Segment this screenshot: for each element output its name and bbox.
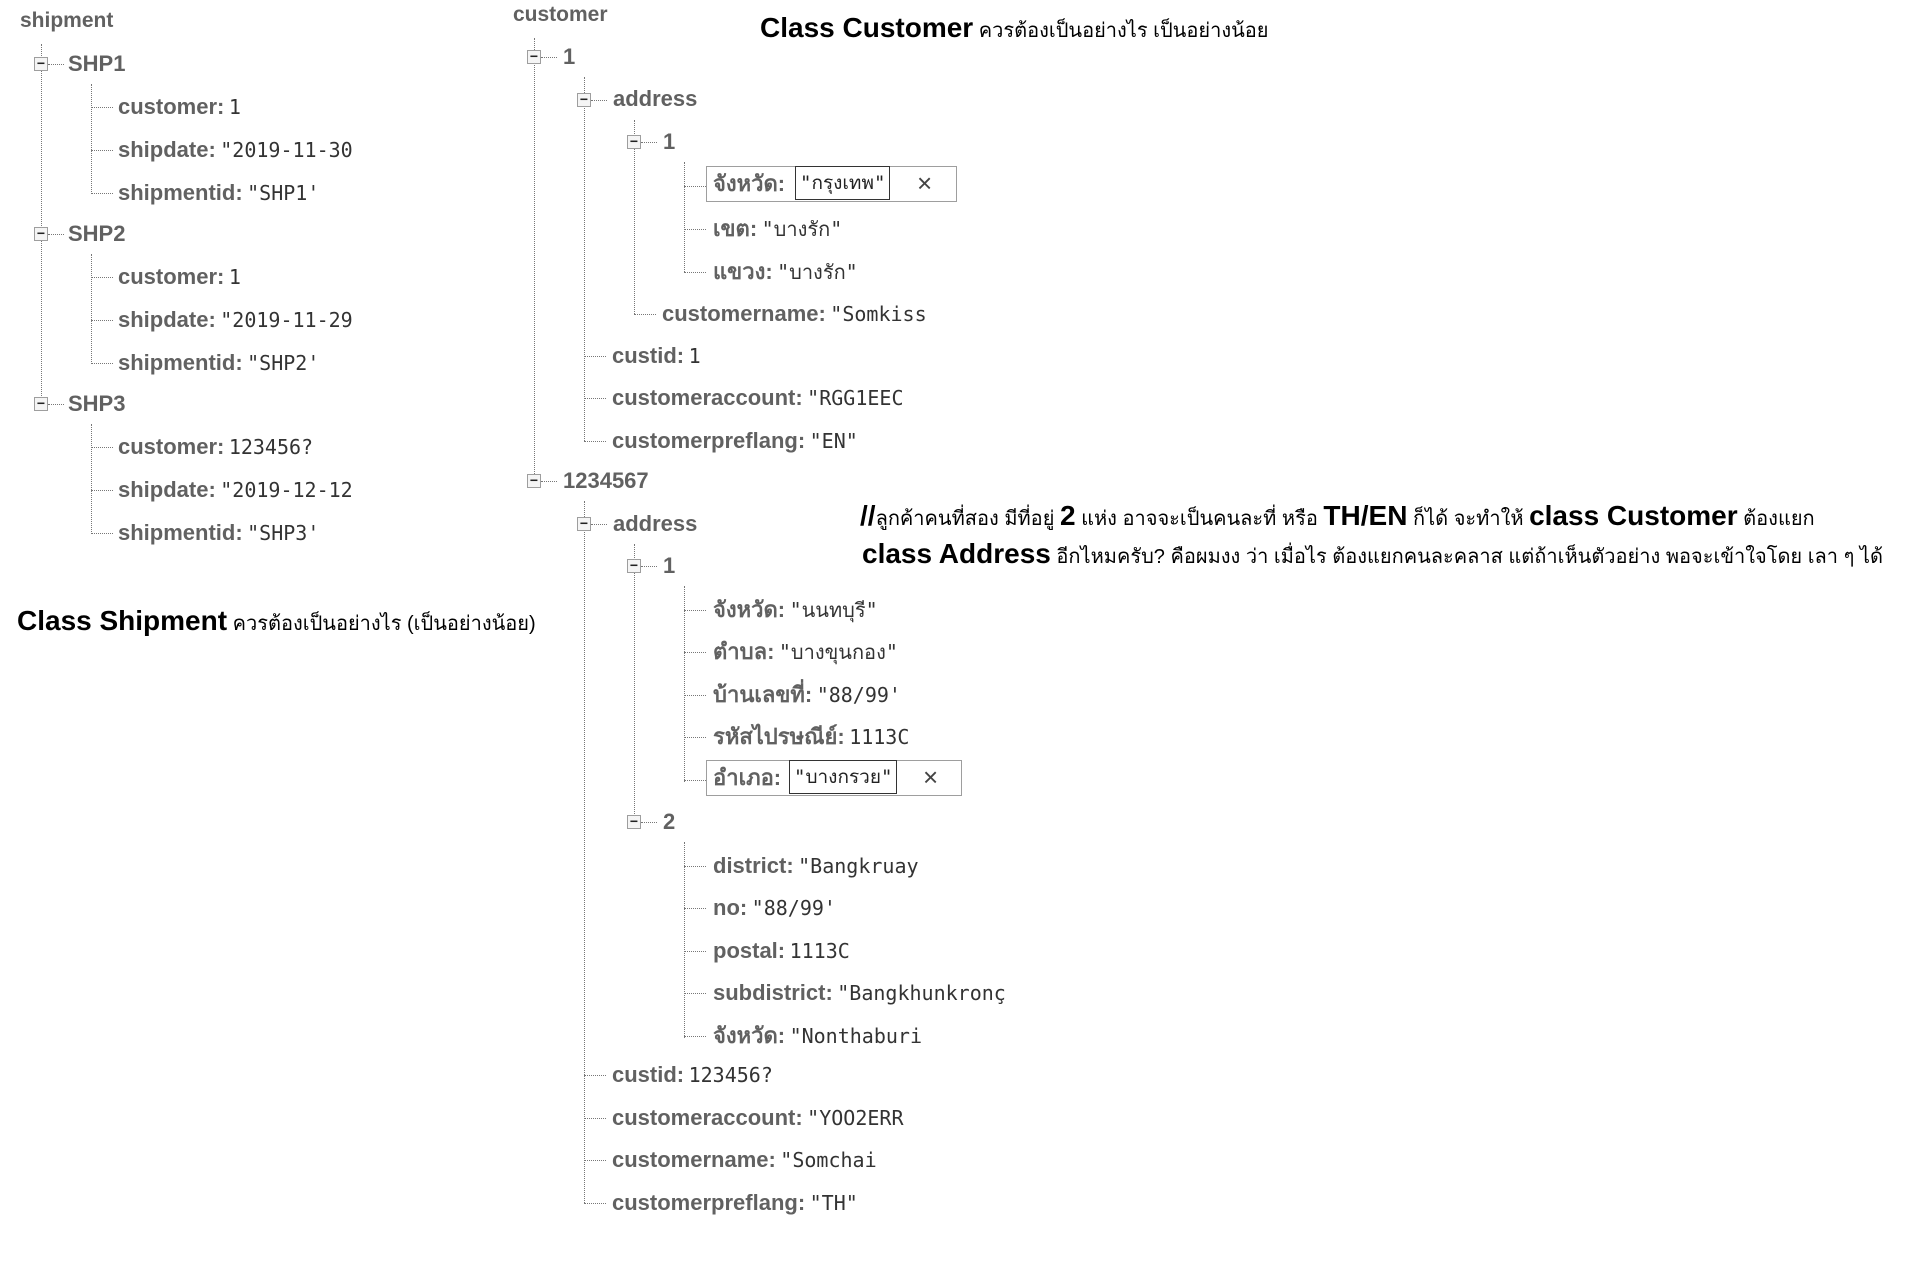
tree-connector (684, 780, 706, 781)
field-row[interactable] (713, 595, 878, 625)
tree-connector (91, 363, 113, 364)
field-row[interactable] (118, 475, 353, 505)
field-key: จังหวัด: (713, 171, 786, 196)
tree-connector (584, 501, 585, 1203)
field-key: shipdate: (118, 307, 216, 332)
field-row[interactable] (713, 1021, 922, 1051)
field-key: subdistrict: (713, 980, 833, 1005)
tree-connector (684, 908, 706, 909)
field-value: "EN" (809, 429, 858, 453)
field-key: เขต: (713, 216, 758, 241)
tree-connector (591, 524, 607, 525)
address-item-1[interactable]: 1 (663, 129, 676, 154)
tree-connector (91, 490, 113, 491)
value-edit-input[interactable]: "บางกรวย" (789, 760, 897, 794)
tree-connector (684, 1036, 706, 1037)
field-value: "TH" (809, 1191, 858, 1215)
field-value: "88/99' (751, 896, 836, 920)
collapse-toggle-icon[interactable]: − (577, 93, 591, 107)
field-key: customername: (662, 301, 826, 326)
customer-node-1[interactable]: 1 (563, 44, 576, 69)
tree-connector (48, 64, 64, 65)
field-key: บ้านเลขที่: (713, 682, 813, 707)
field-key: district: (713, 853, 794, 878)
tree-connector (684, 842, 685, 1038)
tree-connector (91, 107, 113, 108)
tree-connector (684, 695, 706, 696)
field-key: customeraccount: (612, 385, 803, 410)
field-value: "SHP2' (247, 351, 320, 375)
close-icon[interactable]: × (917, 168, 933, 198)
tree-connector (684, 162, 685, 272)
shipment-node-shp3[interactable]: SHP3 (68, 391, 126, 416)
field-row[interactable] (713, 978, 1006, 1008)
collapse-toggle-icon[interactable]: − (627, 559, 641, 573)
field-row[interactable] (713, 257, 858, 287)
field-value: "บางรัก" (761, 217, 843, 241)
collapse-toggle-icon[interactable]: − (34, 397, 48, 411)
field-value: "YOO2ERR (807, 1106, 904, 1130)
field-row[interactable] (118, 178, 319, 208)
customer-root-label[interactable]: customer (513, 3, 608, 26)
tree-connector (91, 150, 113, 151)
tree-connector (584, 356, 606, 357)
field-key: customer: (118, 434, 225, 459)
tree-connector (48, 234, 64, 235)
tree-connector (641, 566, 657, 567)
tree-connector (634, 120, 635, 314)
field-row[interactable] (612, 426, 858, 456)
note-text: แห่ง อาจจะเป็นคนละที่ หรือ (1075, 508, 1324, 530)
field-key: แขวง: (713, 259, 773, 284)
tree-connector (684, 866, 706, 867)
tree-connector (641, 822, 657, 823)
tree-connector (584, 77, 585, 441)
field-row[interactable] (612, 341, 701, 371)
tree-connector (91, 447, 113, 448)
tree-connector (584, 1203, 606, 1204)
note-text: อีกไหมครับ? คือผมงง ว่า เมื่อไร ต้องแยกคนละคลาส แต่ถ้าเห็นตัวอย่าง พอจะเข้าใจโดย เลา ๆ ได้ (1050, 546, 1883, 568)
field-value: "88/99' (816, 683, 901, 707)
field-row[interactable] (118, 432, 313, 462)
customer-class-note (760, 12, 1268, 46)
tree-connector (684, 993, 706, 994)
note-emphasis: class Address (862, 538, 1051, 569)
field-value: "Bangkruay (798, 854, 919, 878)
field-key: no: (713, 895, 748, 920)
shipment-root-label[interactable]: shipment (20, 9, 114, 32)
address-item-1[interactable]: 1 (663, 553, 676, 578)
tree-connector (584, 441, 606, 442)
field-value: "RGG1EEC (807, 386, 904, 410)
field-value: 1 (228, 95, 241, 119)
tree-connector (684, 229, 706, 230)
collapse-toggle-icon[interactable]: − (34, 57, 48, 71)
tree-connector (634, 544, 635, 822)
field-row[interactable] (118, 305, 353, 335)
field-key: customer: (118, 94, 225, 119)
shipment-node-shp2[interactable]: SHP2 (68, 221, 126, 246)
field-row[interactable] (713, 214, 842, 244)
field-row[interactable] (612, 1103, 904, 1133)
tree-connector (91, 254, 92, 364)
field-key: shipdate: (118, 477, 216, 502)
field-key: จังหวัด: (713, 597, 786, 622)
collapse-toggle-icon[interactable]: − (627, 135, 641, 149)
field-key: shipmentid: (118, 520, 243, 545)
field-row[interactable] (713, 722, 909, 752)
tree-connector (584, 398, 606, 399)
inline-edit-row[interactable] (706, 166, 957, 202)
field-key: จังหวัด: (713, 1023, 786, 1048)
field-key: customeraccount: (612, 1105, 803, 1130)
tree-connector (641, 142, 657, 143)
shipment-class-note (17, 605, 536, 639)
question-note-line-2 (862, 538, 1883, 572)
collapse-toggle-icon[interactable]: − (627, 815, 641, 829)
field-row[interactable] (118, 518, 319, 548)
tree-connector (684, 610, 706, 611)
tree-connector (684, 951, 706, 952)
field-row[interactable] (612, 1188, 858, 1218)
field-row[interactable] (713, 637, 898, 667)
field-row[interactable] (713, 680, 901, 710)
tree-connector (541, 481, 557, 482)
tree-connector (541, 57, 557, 58)
tree-connector (684, 737, 706, 738)
note-text: ควรต้องเป็นอย่างไร เป็นอย่างน้อย (973, 20, 1269, 42)
tree-connector (91, 277, 113, 278)
field-row[interactable] (713, 936, 850, 966)
collapse-toggle-icon[interactable]: − (34, 227, 48, 241)
customer-node-1234567[interactable]: 1234567 (563, 468, 649, 493)
field-value: "นนทบุรี" (789, 598, 878, 622)
field-key: ตำบล: (713, 639, 775, 664)
tree-connector (91, 193, 113, 194)
note-text: ก็ได้ จะทำให้ (1407, 508, 1530, 530)
note-text: ต้องแยก (1737, 508, 1815, 530)
tree-connector (591, 100, 607, 101)
tree-connector (534, 38, 535, 480)
tree-connector (48, 404, 64, 405)
field-value: "บางรัก" (777, 260, 858, 284)
tree-connector (91, 84, 92, 194)
field-row[interactable] (118, 135, 353, 165)
note-text: ควรต้องเป็นอย่างไร (เป็นอย่างน้อย) (227, 613, 536, 635)
field-row[interactable] (713, 893, 836, 923)
field-row[interactable] (118, 348, 319, 378)
tree-connector (91, 320, 113, 321)
field-row[interactable] (118, 92, 241, 122)
field-value: "Somchai (780, 1148, 877, 1172)
field-key: customerpreflang: (612, 428, 806, 453)
field-key: postal: (713, 938, 786, 963)
field-key: customer: (118, 264, 225, 289)
field-key: shipmentid: (118, 350, 243, 375)
collapse-toggle-icon[interactable]: − (527, 474, 541, 488)
field-row[interactable] (662, 299, 927, 329)
tree-connector (584, 1160, 606, 1161)
field-value: 1 (228, 265, 241, 289)
field-value: "Nonthaburi (789, 1024, 923, 1048)
field-value: 123456? (688, 1063, 773, 1087)
field-row[interactable] (118, 262, 241, 292)
note-emphasis: // (860, 500, 876, 531)
field-row[interactable] (612, 1145, 877, 1175)
field-row[interactable] (612, 1060, 773, 1090)
field-value: "2019-11-30 (220, 138, 353, 162)
field-key: customername: (612, 1147, 776, 1172)
note-emphasis: 2 (1059, 500, 1076, 531)
shipment-node-shp1[interactable]: SHP1 (68, 51, 126, 76)
note-emphasis: Class Shipment (17, 605, 228, 636)
collapse-toggle-icon[interactable]: − (577, 517, 591, 531)
note-emphasis: Class Customer (760, 12, 974, 43)
field-key: อำเภอ: (713, 765, 782, 790)
tree-connector (584, 1118, 606, 1119)
question-note-line-1 (860, 500, 1815, 534)
collapse-toggle-icon[interactable]: − (527, 50, 541, 64)
field-value: "Somkiss (830, 302, 927, 326)
close-icon[interactable]: × (923, 762, 939, 792)
address-node[interactable]: address (613, 86, 698, 111)
field-key: shipdate: (118, 137, 216, 162)
field-value: "Bangkhunkronç (837, 981, 1006, 1005)
field-key: รหัสไปรษณีย์: (713, 724, 845, 749)
field-value: 123456? (228, 435, 314, 459)
field-key: customerpreflang: (612, 1190, 806, 1215)
address-node[interactable]: address (613, 511, 698, 536)
field-value: "2019-12-12 (220, 478, 353, 502)
note-emphasis: class Customer (1529, 500, 1738, 531)
tree-connector (584, 1075, 606, 1076)
field-key: custid: (612, 343, 685, 368)
field-value: 1113C (789, 939, 850, 963)
value-edit-input[interactable]: "กรุงเทพ" (795, 166, 890, 200)
field-value: 1 (688, 344, 701, 368)
field-value: "SHP1' (247, 181, 320, 205)
field-value: 1113C (849, 725, 910, 749)
tree-connector (684, 586, 685, 782)
tree-connector (634, 314, 656, 315)
tree-connector (91, 424, 92, 534)
tree-connector (684, 652, 706, 653)
field-row[interactable] (612, 383, 904, 413)
field-key: shipmentid: (118, 180, 243, 205)
note-emphasis: TH/EN (1323, 500, 1408, 531)
field-row[interactable] (713, 851, 919, 881)
field-value: "บางขุนกอง" (778, 640, 898, 664)
field-key: custid: (612, 1062, 685, 1087)
field-value: "SHP3' (247, 521, 320, 545)
tree-connector (91, 533, 113, 534)
note-text: ลูกค้าคนที่สอง มีที่อยู่ (875, 508, 1060, 530)
tree-connector (684, 186, 706, 187)
address-item-2[interactable]: 2 (663, 809, 676, 834)
tree-connector (684, 272, 706, 273)
inline-edit-row[interactable] (706, 760, 962, 796)
field-value: "2019-11-29 (220, 308, 353, 332)
